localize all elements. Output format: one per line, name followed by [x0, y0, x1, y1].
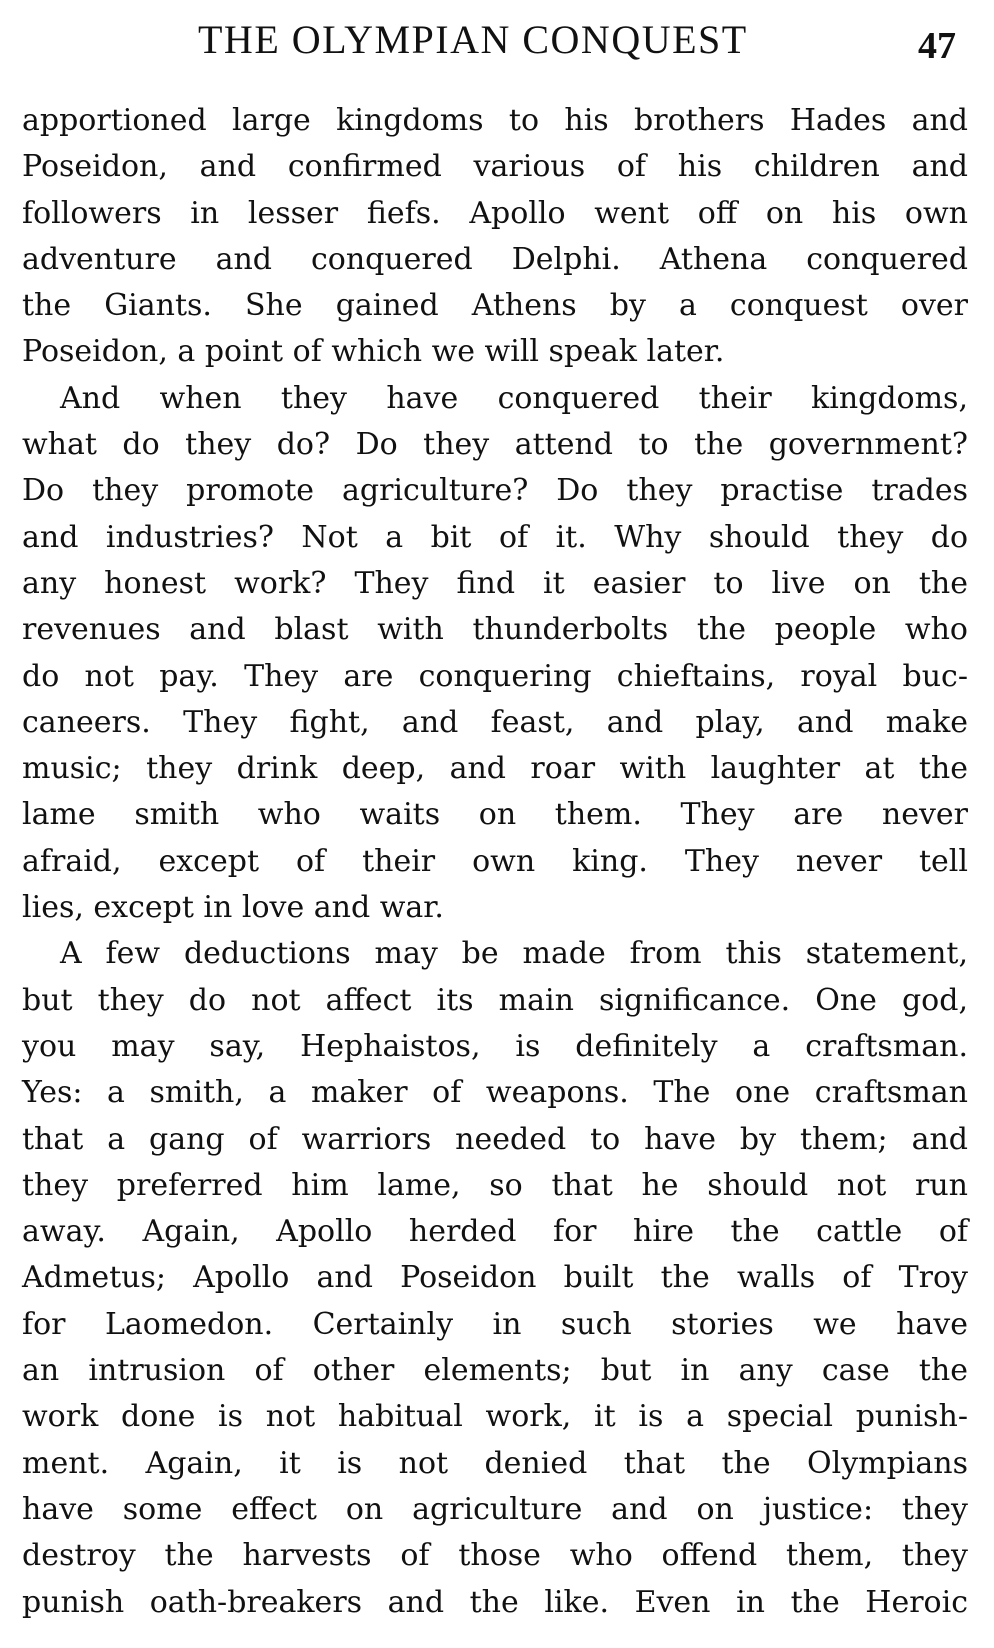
text-line: revenues and blast with thunderbolts the people who — [22, 612, 968, 648]
text-line: an intrusion of other elements; but in any case the — [22, 1353, 968, 1389]
text-line: ment. Again, it is not denied that the Olympians — [22, 1445, 968, 1481]
text-line: work done is not habitual work, it is a special punish- — [22, 1399, 968, 1435]
text-line: adventure and conquered Delphi. Athena conquered — [22, 241, 968, 277]
text-line: any honest work? They find it easier to live on the — [22, 565, 968, 601]
text-line: and industries? Not a bit of it. Why should they do — [22, 519, 968, 555]
text-line: Poseidon, a point of which we will speak later. — [22, 334, 725, 370]
text-line: for Laomedon. Certainly in such stories we have — [22, 1306, 968, 1342]
paragraph-1 — [22, 98, 968, 376]
paragraph-2 — [22, 376, 968, 932]
text-line: destroy the harvests of those who offend them, they — [22, 1538, 968, 1574]
text-line: the Giants. She gained Athens by a conquest over — [22, 288, 968, 324]
text-line: caneers. They fight, and feast, and play, and make — [22, 704, 968, 740]
running-head — [0, 12, 994, 72]
text-line: A few deductions may be made from this statement, — [60, 936, 968, 972]
paragraph-3 — [22, 931, 968, 1625]
text-line: that a gang of warriors needed to have by them; and — [22, 1121, 968, 1157]
text-line: but they do not affect its main significance. One god, — [22, 982, 968, 1018]
text-line: apportioned large kingdoms to his brothers Hades and — [22, 103, 968, 138]
text-line: punish oath-breakers and the like. Even in the Heroic — [22, 1584, 968, 1620]
text-line: followers in lesser fiefs. Apollo went off on his own — [22, 195, 968, 231]
text-line: lame smith who waits on them. They are never — [22, 797, 968, 833]
text-line: Poseidon, and confirmed various of his children and — [22, 149, 968, 185]
text-line: afraid, except of their own king. They never tell — [22, 843, 968, 879]
text-line: Yes: a smith, a maker of weapons. The one craftsman — [22, 1075, 968, 1111]
page-number: 47 — [918, 25, 956, 67]
text-line: they preferred him lame, so that he should not run — [22, 1167, 968, 1203]
text-line: And when they have conquered their kingdoms, — [60, 380, 968, 416]
text-line: Admetus; Apollo and Poseidon built the walls of Troy — [22, 1260, 968, 1296]
text-line: lies, except in love and war. — [22, 890, 444, 926]
text-line: music; they drink deep, and roar with laughter at the — [22, 751, 968, 787]
text-line: what do they do? Do they attend to the government? — [22, 427, 968, 463]
text-line: Do they promote agriculture? Do they practise trades — [22, 473, 968, 509]
text-line: away. Again, Apollo herded for hire the cattle of — [22, 1214, 968, 1250]
text-line: do not pay. They are conquering chieftains, royal buc- — [22, 658, 968, 694]
text-line: you may say, Hephaistos, is definitely a craftsman. — [22, 1028, 968, 1064]
text-line: have some effect on agriculture and on justice: they — [22, 1491, 968, 1527]
body-text — [22, 98, 968, 1626]
running-title: THE OLYMPIAN CONQUEST — [198, 17, 748, 62]
